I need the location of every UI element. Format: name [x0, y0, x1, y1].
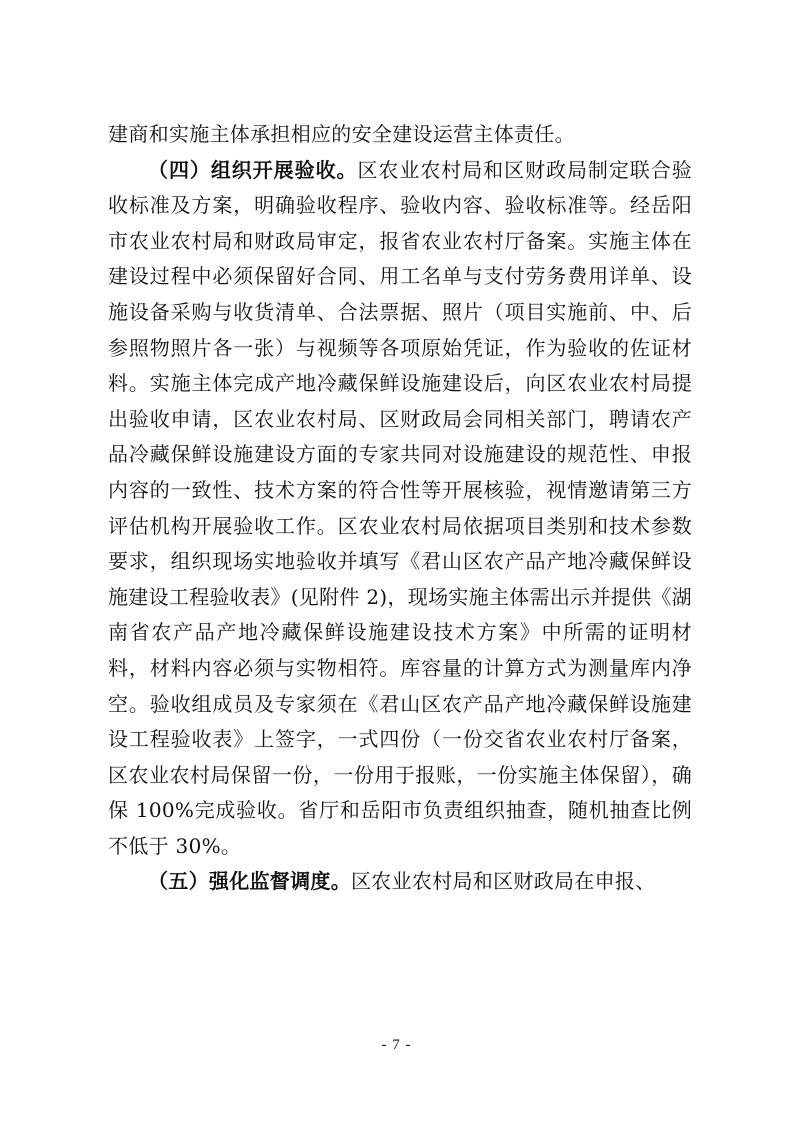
paragraph-text: 建商和实施主体承担相应的安全建设运营主体责任。: [108, 122, 575, 146]
section-heading-supervision: （五）强化监督调度。: [148, 869, 351, 894]
paragraph-text: 区农业农村局和区财政局制定联合验收标准及方案，明确验收程序、验收内容、验收标准等。经岳阳市农业农村局和财政局审定，报省农业农村厅备案。实施主体在建设过程中必须保留好合同、用工名单与支付劳务费用详单、设施设备采购与收货清单、合法票据、照片（项目实施前、中、后参照物照片各一张）与视频等各项原始凭证，作为验收的佐证材料。实施主体完成产地冷藏保鲜设施建设后，向区农业农村局提出验收申请，区农业农村局、区财政局会同相关部门，聘请农产品冷藏保鲜设施建设方面的专家共同对设施建设的规范性、申报内容的一致性、技术方案的符合性等开展核验，视情邀请第三方评估机构开展验收工作。区农业农村局依据项目类别和技术参数要求，组织现场实地验收并填写《君山区农产品产地冷藏保鲜设施建设工程验收表》(见附件 2)，现场实施主体需出示并提供《湖南省农产品产地冷藏保鲜设施建设技术方案》中所需的证明材料，材料内容必须与实物相符。库容量的计算方式为测量库内净空。验收组成员及专家须在《君山区农产品产地冷藏保鲜设施建设工程验收表》上签字，一式四份（一份交省农业农村厅备案，区农业农村局保留一份，一份用于报账，一份实施主体保留），确保 100%完成验收。省厅和岳阳市负责组织抽查，随机抽查比例不低于 30%。: [108, 157, 692, 858]
body-text: [108, 117, 692, 900]
paragraph-supervision: [108, 864, 692, 900]
paragraph-text: 区农业农村局和区财政局在申报、: [351, 869, 656, 894]
section-heading-acceptance: （四）组织开展验收。: [148, 157, 358, 182]
paragraph-continuation: [108, 117, 692, 153]
page-number: - 7 -: [381, 1037, 412, 1053]
paragraph-acceptance: [108, 153, 692, 865]
